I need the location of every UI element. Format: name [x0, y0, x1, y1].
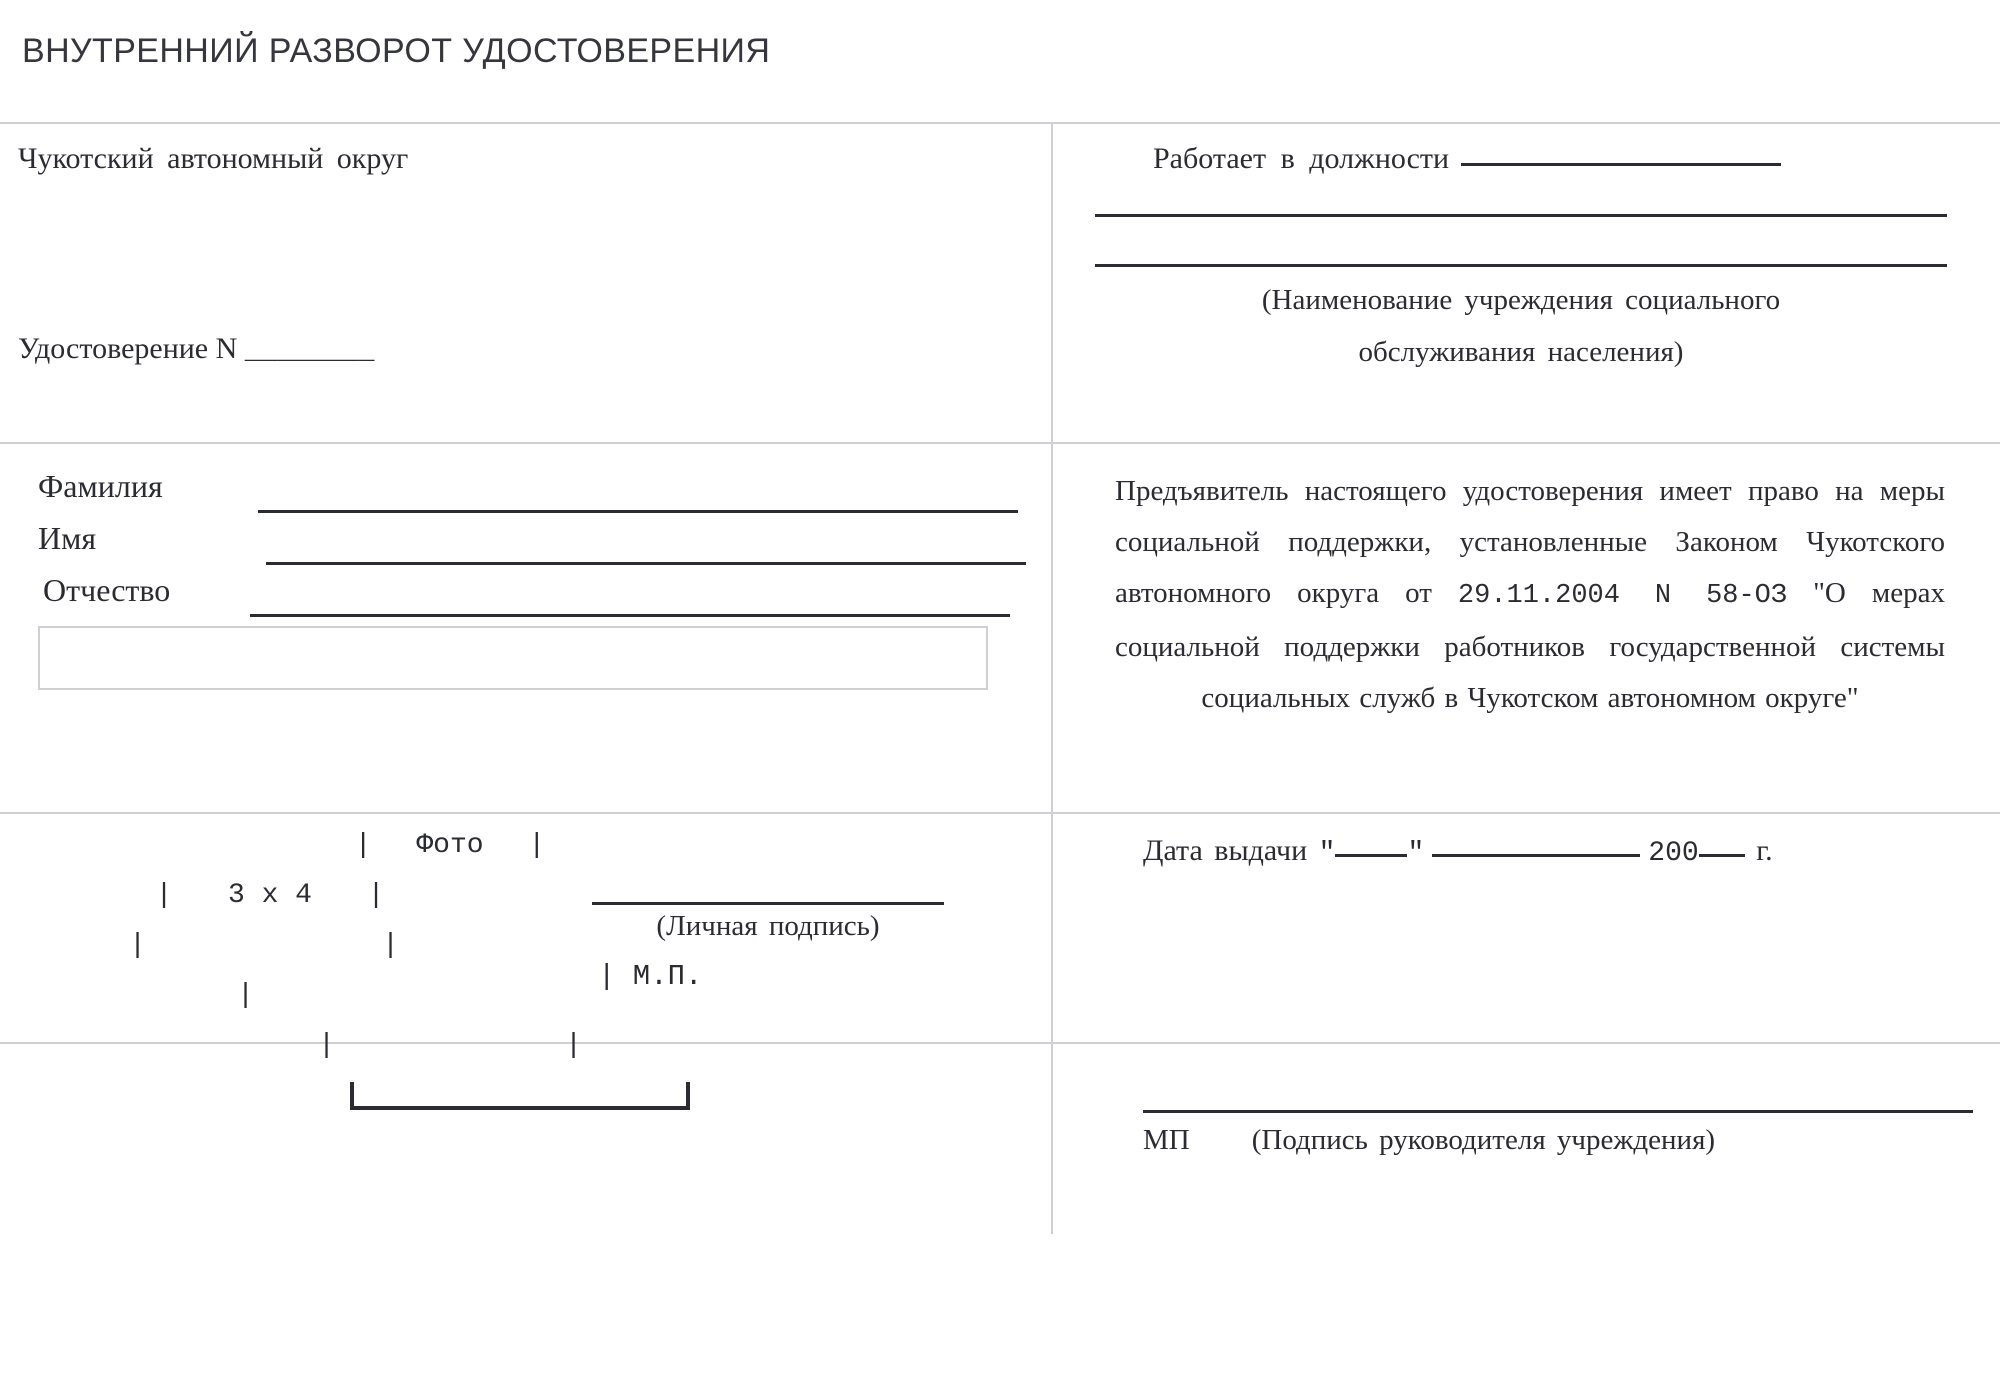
pipe-glyph: |	[155, 880, 173, 911]
table-row	[0, 1044, 2000, 1234]
table-row	[0, 124, 2000, 444]
cell-issue-date	[1053, 814, 2000, 1042]
issue-day-blank[interactable]	[1335, 854, 1407, 857]
issue-year-suffix: г.	[1756, 834, 1773, 867]
issue-date-label: Дата выдачи	[1143, 834, 1308, 867]
quote-open-glyph: "	[1318, 838, 1336, 869]
institution-caption	[1095, 274, 1947, 378]
table-row	[0, 444, 2000, 814]
bracket-shape	[350, 1082, 690, 1110]
cell-personal-name	[0, 444, 1053, 812]
page-title: ВНУТРЕННИЙ РАЗВОРОТ УДОСТОВЕРЕНИЯ	[22, 32, 771, 70]
pipe-glyph: |	[382, 930, 399, 961]
personal-signature-caption: (Личная подпись)	[656, 910, 880, 942]
certificate-table	[0, 122, 2000, 1234]
pipe-glyph: |	[565, 1030, 582, 1061]
patronymic-field	[38, 572, 1008, 624]
region-name: Чукотский автономный округ	[18, 142, 409, 175]
pipe-glyph: |	[129, 930, 146, 961]
photo-label: Фото	[416, 830, 484, 861]
photo-art-line-1	[60, 830, 1010, 880]
surname-field	[38, 468, 1008, 520]
table-row	[0, 814, 2000, 1061]
firstname-field	[38, 520, 1008, 572]
pipe-glyph: |	[528, 830, 546, 861]
cell-rights-statement	[1053, 444, 2000, 812]
cell-region-and-number	[0, 124, 1053, 442]
patronymic-blank-rule[interactable]	[250, 614, 1010, 617]
certificate-number-field	[18, 332, 374, 367]
name-fields	[38, 468, 1008, 624]
quote-close-glyph: "	[1407, 838, 1425, 869]
stamp-place-mark: | М.П.	[598, 960, 703, 993]
surname-label: Фамилия	[38, 468, 163, 504]
head-signature-rule[interactable]	[1143, 1110, 1973, 1113]
rights-text-part-1: Предъявитель настоящего удостоверения имеет право на меры социальной поддержки, установленные Законом Чукотского автономного округа от	[1115, 475, 1945, 609]
pipe-glyph: |	[354, 830, 372, 861]
issue-year-prefix: 200	[1648, 838, 1699, 869]
position-label: Работает в должности	[1153, 142, 1450, 175]
rights-text-part-2: "О мерах социальной поддержки работников государственной системы социальных служб в Чукотском автономном округе"	[1115, 577, 1945, 714]
institution-caption-line-2: обслуживания населения)	[1358, 336, 1684, 368]
cell-head-signature	[1053, 1044, 2000, 1234]
position-blank-rule[interactable]	[1461, 163, 1781, 166]
head-signature-caption-row	[1143, 1124, 1715, 1157]
issue-month-blank[interactable]	[1432, 854, 1640, 857]
rights-law-number: 29.11.2004 N 58-ОЗ	[1457, 581, 1788, 611]
position-field	[1153, 142, 1781, 176]
empty-input-box[interactable]	[38, 626, 988, 690]
certificate-number-blank[interactable]: ________	[244, 337, 375, 367]
certificate-number-label: Удостоверение N	[18, 332, 238, 365]
cell-photo-and-signature	[0, 814, 1053, 1061]
pipe-glyph: |	[367, 880, 385, 911]
issue-year-blank[interactable]	[1699, 854, 1745, 857]
patronymic-label: Отчество	[43, 572, 171, 608]
photo-bracket-art	[350, 1082, 690, 1112]
personal-signature-rule[interactable]	[592, 902, 944, 905]
cell-position-and-institution	[1053, 124, 2000, 442]
stamp-label: МП	[1143, 1124, 1190, 1156]
pipe-glyph: |	[318, 1030, 335, 1061]
pipe-glyph: |	[237, 980, 254, 1011]
photo-art-line-4	[60, 980, 1010, 1030]
institution-rule-3[interactable]	[1095, 264, 1947, 267]
institution-rule-2[interactable]	[1095, 214, 1947, 217]
firstname-blank-rule[interactable]	[266, 562, 1026, 565]
photo-size-label: 3 x 4	[227, 880, 312, 911]
issue-date-field	[1143, 834, 1773, 869]
photo-placeholder-art	[60, 830, 1010, 1080]
firstname-label: Имя	[38, 520, 97, 556]
cell-photo-bracket	[0, 1044, 1053, 1234]
head-signature-caption: (Подпись руководителя учреждения)	[1251, 1124, 1716, 1156]
surname-blank-rule[interactable]	[258, 510, 1018, 513]
institution-caption-line-1: (Наименование учреждения социального	[1261, 284, 1781, 316]
rights-paragraph	[1115, 466, 1945, 724]
